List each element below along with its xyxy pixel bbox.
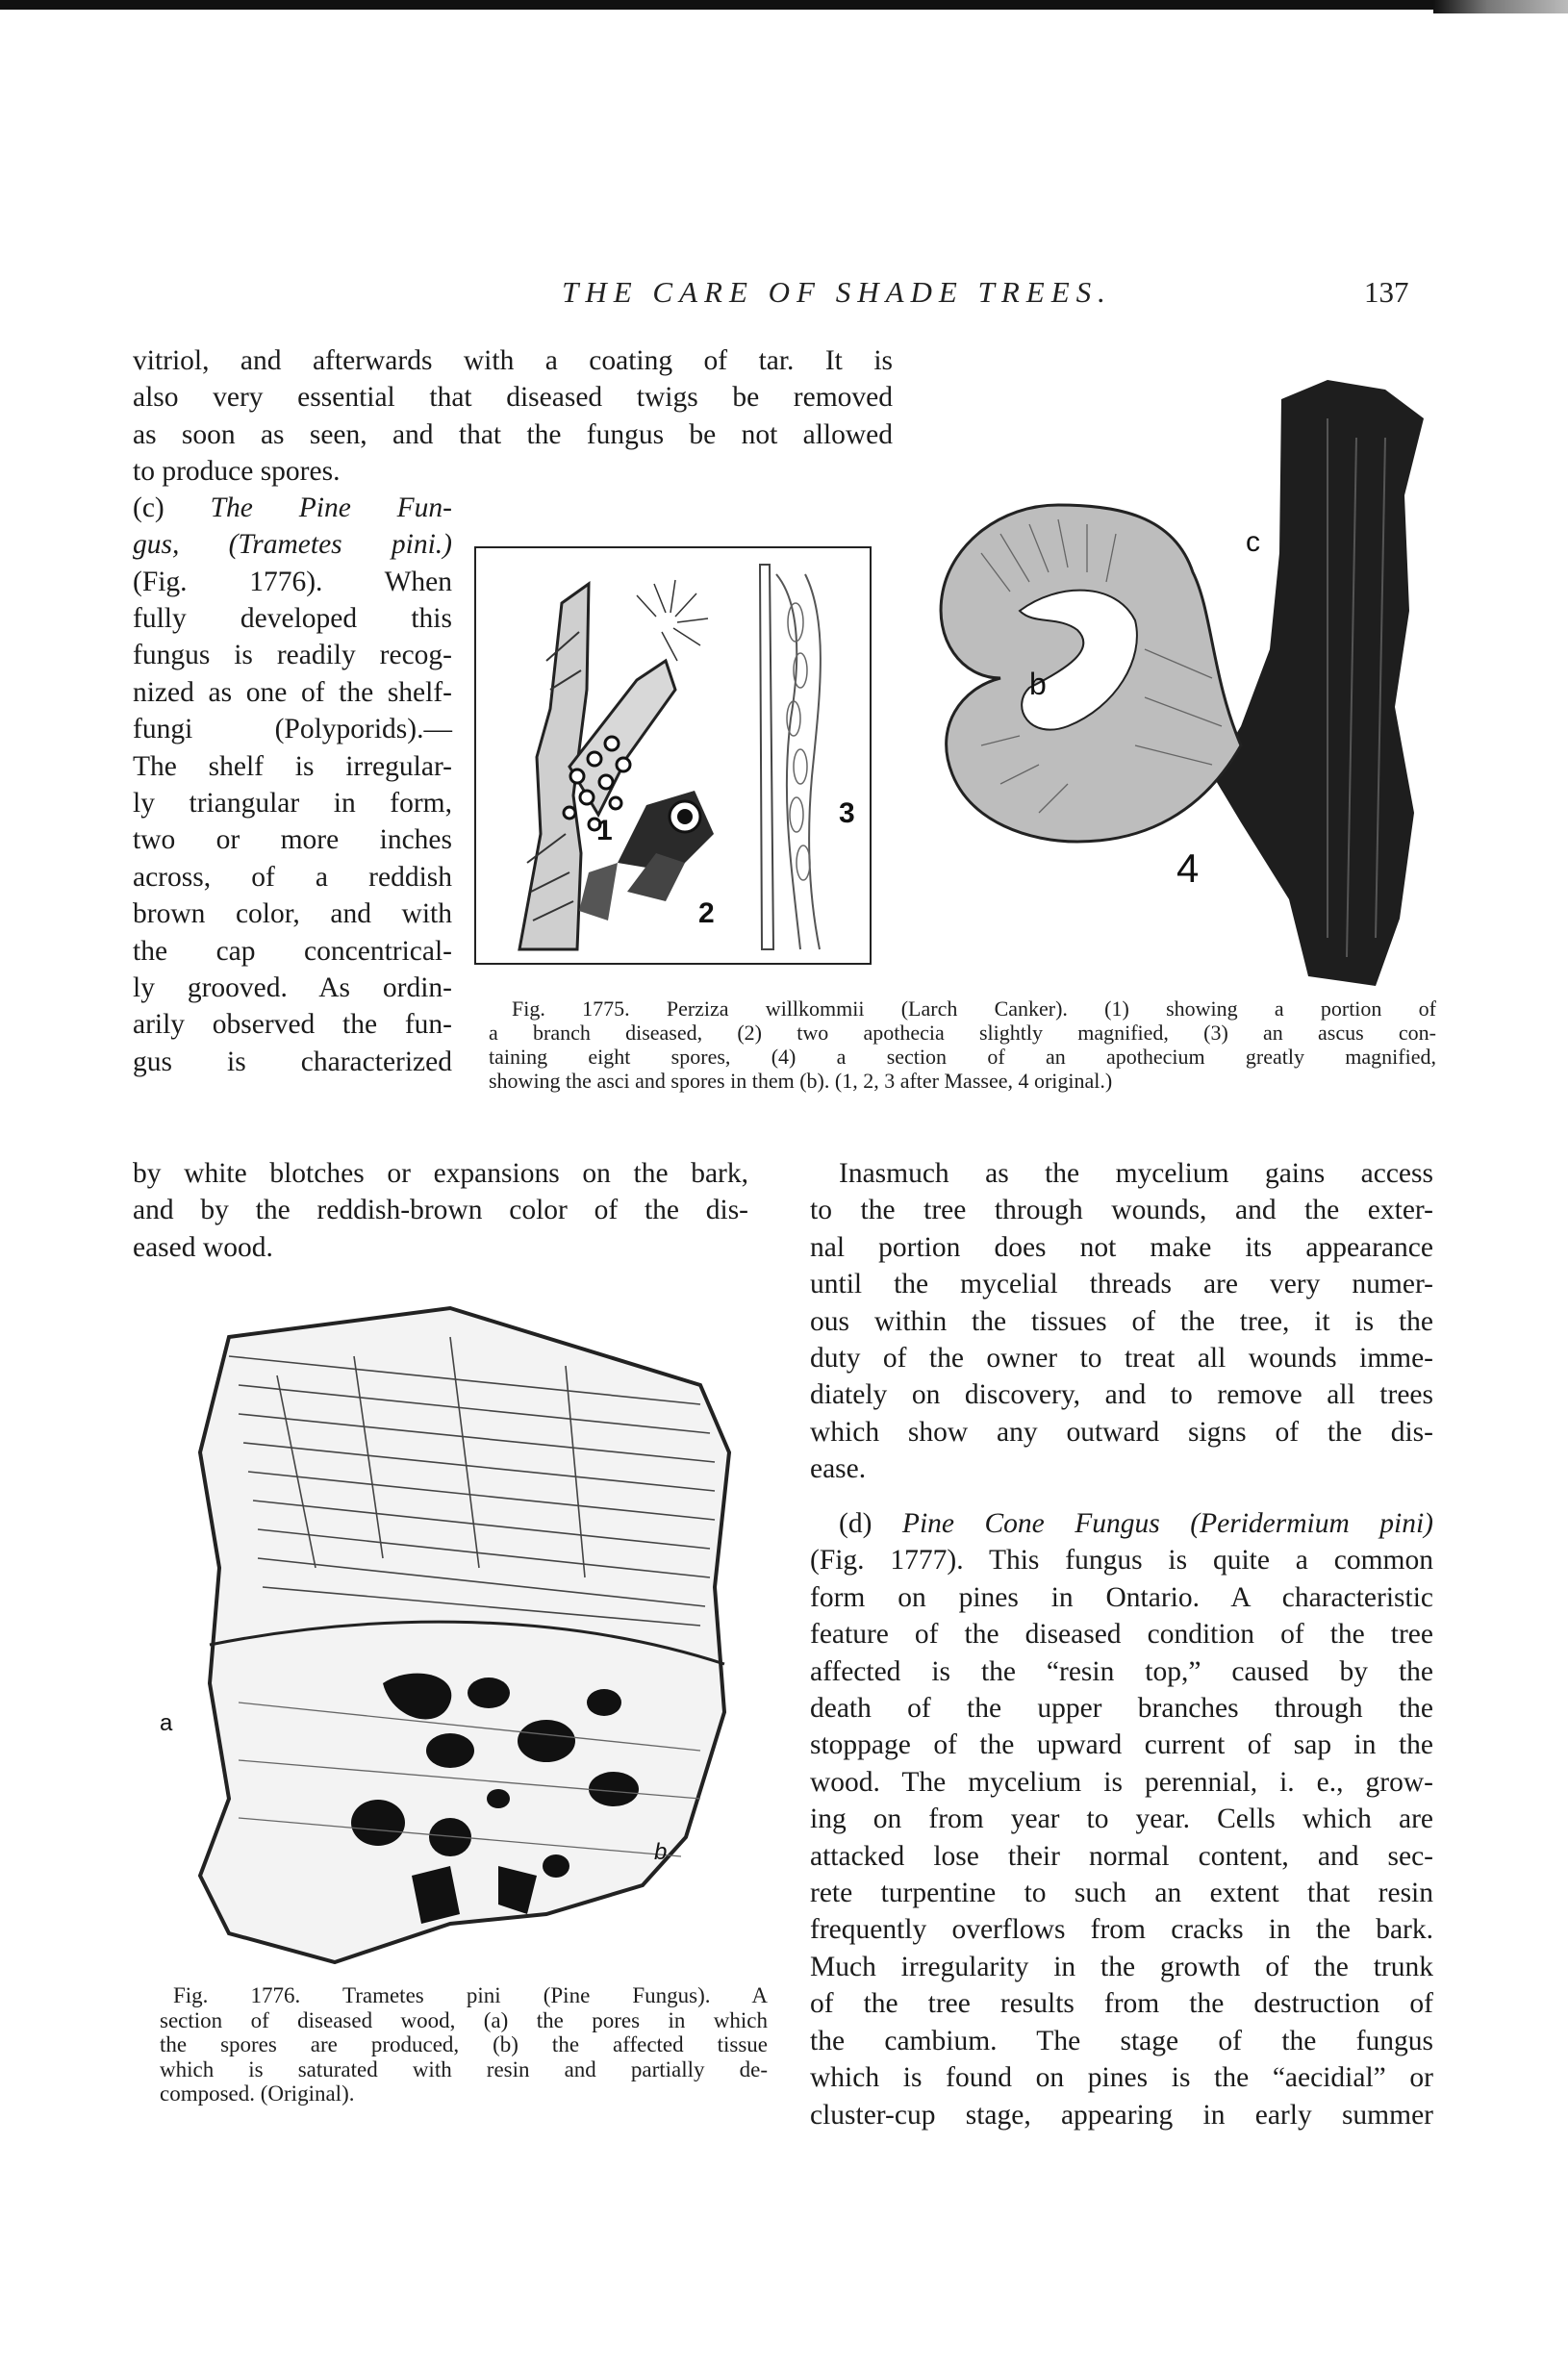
figure-1775-part4-drawing: [923, 361, 1433, 988]
text-line: fungi (Polyporids).—: [133, 714, 452, 745]
figure-1776-letter-b: b: [654, 1839, 668, 1865]
text-line: of the tree results from the destruction of: [810, 1988, 1433, 2020]
figure-1775-caption: [489, 996, 1436, 1093]
text-line: nized as one of the shelf-: [133, 676, 452, 708]
pine-cone-name: Pine Cone Fungus: [901, 1508, 1160, 1539]
figure-1776-panel: [162, 1299, 758, 1972]
running-title: THE CARE OF SHADE TREES.: [562, 275, 1112, 309]
text-line: attacked lose their normal content, and sec-: [810, 1840, 1433, 1872]
figure-label-2: 2: [698, 897, 715, 929]
text-line: by white blotches or expansions on the bark,: [133, 1158, 748, 1189]
pine-cone-heading: [810, 1505, 1433, 1542]
text-line: to the tree through wounds, and the exter-: [810, 1195, 1433, 1226]
figure-letter-c: c: [1246, 526, 1260, 558]
text-line: affected is the “resin top,” caused by the: [810, 1655, 1433, 1687]
heading-name-cont: gus,: [133, 529, 180, 561]
text-line: gus is characterized: [133, 1046, 452, 1077]
text-line: The shelf is irregular-: [133, 750, 452, 782]
text-line: ease.: [810, 1453, 867, 1485]
text-line: arily observed the fun-: [133, 1009, 452, 1041]
text-line: ous within the tissues of the tree, it is the: [810, 1305, 1433, 1337]
top-rule: [0, 0, 1568, 10]
heading-line-3: [133, 564, 452, 600]
text-line: ing on from year to year. Cells which are: [810, 1803, 1433, 1835]
narrow-column: [133, 600, 452, 1080]
figure-letter-b: b: [1029, 667, 1047, 701]
caption-line: Fig. 1776. Trametes pini (Pine Fungus). A: [173, 1983, 768, 2007]
caption-line: section of diseased wood, (a) the pores in which: [160, 2007, 768, 2032]
caption-line: showing the asci and spores in them (b). (1, 2, 3 after Massee, 4 original.): [489, 1069, 1113, 1093]
text-left-continue: [133, 1155, 748, 1266]
text-line: duty of the owner to treat all wounds imme-: [810, 1343, 1433, 1375]
text-line: and by the reddish-brown color of the dis-: [133, 1195, 748, 1226]
figure-1775-drawing: [473, 545, 873, 966]
caption-line: the spores are produced, (b) the affected tissue: [160, 2032, 768, 2056]
text-line: stoppage of the upward current of sap in the: [810, 1729, 1433, 1761]
text-line: Inasmuch as the mycelium gains access: [839, 1158, 1433, 1189]
text-line: feature of the diseased condition of the tree: [810, 1619, 1433, 1651]
heading-line-2: [133, 526, 452, 563]
heading-label: (c): [133, 492, 164, 523]
text-line: ly grooved. As ordin-: [133, 972, 452, 1004]
figure-1776-caption: [160, 1983, 768, 2106]
text-line: death of the upper branches through the: [810, 1693, 1433, 1725]
text-line: until the mycelial threads are very numer-: [810, 1269, 1433, 1300]
text-top: [133, 342, 893, 491]
text-line: the cambium. The stage of the fungus: [810, 2025, 1433, 2056]
heading-latin: (Trametes pini.): [228, 529, 453, 561]
right-column-paragraph-2: [810, 1505, 1433, 2133]
caption-line: taining eight spores, (4) a section of an apothecium greatly magnified,: [489, 1045, 1436, 1069]
figure-label-3: 3: [839, 797, 855, 829]
text-line: rete turpentine to such an extent that resin: [810, 1878, 1433, 1909]
text-line: to produce spores.: [133, 456, 341, 488]
text-line: also very essential that diseased twigs be removed: [133, 382, 893, 414]
figure-label-1: 1: [596, 815, 613, 846]
pine-cone-latin: (Peridermium pini): [1190, 1508, 1433, 1539]
text-line: nal portion does not make its appearance: [810, 1231, 1433, 1263]
caption-line: which is saturated with resin and partially de-: [160, 2056, 768, 2081]
text-line: (Fig. 1777). This fungus is quite a common: [810, 1545, 1433, 1576]
figure-label-4: 4: [1176, 845, 1200, 891]
text-line: eased wood.: [133, 1231, 273, 1263]
text-line: the cap concentrical-: [133, 935, 452, 967]
text-line: fully developed this: [133, 603, 452, 634]
figure-1776-letter-a: a: [160, 1710, 173, 1736]
text-line: wood. The mycelium is perennial, i. e., grow-: [810, 1766, 1433, 1798]
caption-line: composed. (Original).: [160, 2081, 355, 2106]
text-line: brown color, and with: [133, 898, 452, 930]
text-line: as soon as seen, and that the fungus be not allowed: [133, 418, 893, 450]
text-line: vitriol, and afterwards with a coating of tar. It is: [133, 345, 893, 376]
right-column-paragraph-1: [810, 1155, 1433, 1488]
text-line: ly triangular in form,: [133, 788, 452, 820]
text-line: diately on discovery, and to remove all trees: [810, 1379, 1433, 1411]
text-line: two or more inches: [133, 824, 452, 856]
heading-name: The Pine Fun-: [210, 492, 453, 523]
caption-line: a branch diseased, (2) two apothecia slightly magnified, (3) an ascus con-: [489, 1021, 1436, 1045]
pine-fungus-heading: [133, 490, 452, 600]
text-line: across, of a reddish: [133, 861, 452, 893]
text-line: which is found on pines is the “aecidial” or: [810, 2062, 1433, 2094]
pine-cone-label: (d): [839, 1508, 873, 1539]
heading-lead: When: [384, 566, 452, 597]
text-line: frequently overflows from cracks in the bark.: [810, 1914, 1433, 1946]
caption-line: Fig. 1775. Perziza willkommii (Larch Canker). (1) showing a portion of: [512, 996, 1436, 1021]
heading-line-1: [133, 490, 452, 526]
figure-1776-drawing: [162, 1299, 758, 1972]
text-line: which show any outward signs of the dis-: [810, 1416, 1433, 1448]
heading-fig-ref: (Fig. 1776).: [133, 566, 323, 597]
text-line: Much irregularity in the growth of the trunk: [810, 1951, 1433, 1982]
text-line: fungus is readily recog-: [133, 640, 452, 671]
page-number: 137: [1364, 275, 1409, 309]
figure-1775-part4: [923, 361, 1433, 988]
text-line: cluster-cup stage, appearing in early summer: [810, 2099, 1433, 2131]
figure-1775-panel: [473, 545, 873, 966]
text-line: form on pines in Ontario. A characteristic: [810, 1581, 1433, 1613]
